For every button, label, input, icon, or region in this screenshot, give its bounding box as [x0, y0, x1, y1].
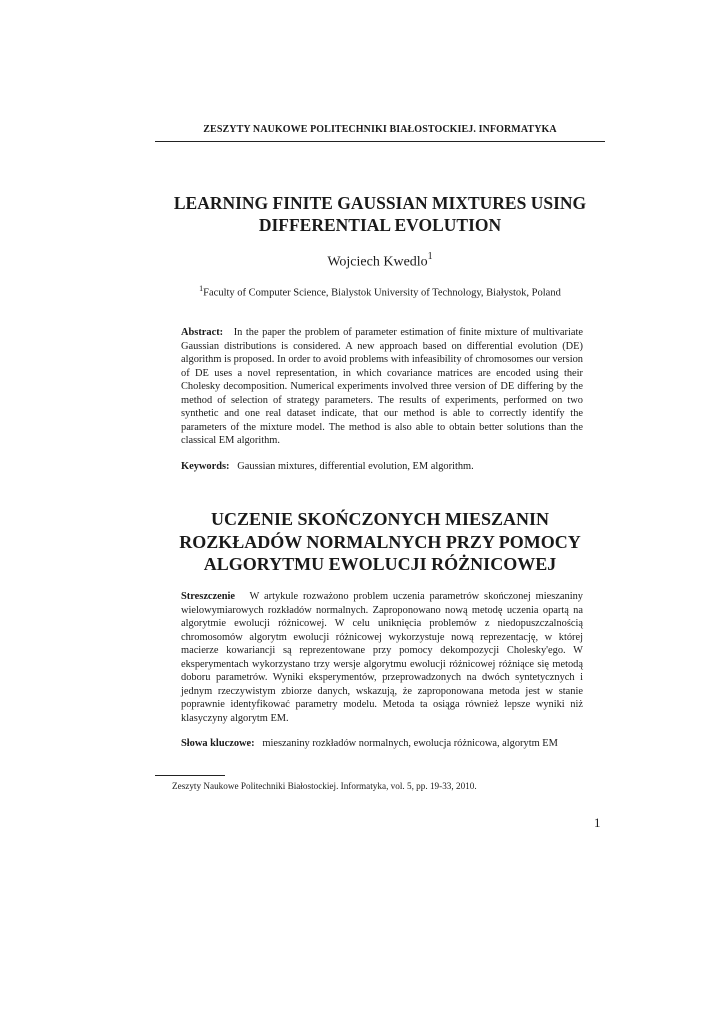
- journal-header: ZESZYTY NAUKOWE POLITECHNIKI BIAŁOSTOCKIEJ. INFORMATYKA: [203, 124, 557, 135]
- paper-title-en: [120, 192, 640, 236]
- streszczenie-label: Streszczenie: [181, 591, 236, 602]
- title-pl-line-2: ROZKŁADÓW NORMALNYCH PRZY POMOCY: [179, 531, 581, 552]
- paper-title-pl: [120, 508, 640, 576]
- slowa-text: mieszaniny rozkładów normalnych, ewolucja różnicowa, algorytm EM: [262, 738, 558, 749]
- slowa-kluczowe: [181, 738, 601, 749]
- keywords-text: Gaussian mixtures, differential evolution, EM algorithm.: [237, 461, 474, 472]
- header-rule: [155, 141, 605, 142]
- abstract-text: In the paper the problem of parameter estimation of finite mixture of multivariate Gaussian distributions is considered. A new approach based on differential evolution (DE) algorithm is proposed. In order to avoid problems with infeasibility of chromosomes our version of DE uses a novel representation, in which covariance matrices are encoded using their Cholesky decomposition. Numerical experiments involved three version of DE differing by the method of selection of strategy parameters. The results of experiments, performed on two synthetic and one real dataset indicate, that our method is able to correctly identify the parameters of the mixture model. The method is also able to obtain better solutions than the classical EM algorithm.: [181, 327, 583, 446]
- abstract: [181, 326, 583, 448]
- keywords-label: Keywords:: [181, 461, 230, 472]
- title-pl-line-3: ALGORYTMU EWOLUCJI RÓŻNICOWEJ: [203, 554, 557, 574]
- author-name: Wojciech Kwedlo: [327, 254, 428, 270]
- title-en-line-1: LEARNING FINITE GAUSSIAN MIXTURES USING: [173, 193, 587, 213]
- slowa-label: Słowa kluczowe:: [181, 738, 255, 749]
- streszczenie: [181, 590, 583, 725]
- keywords: [181, 461, 601, 472]
- footnote-rule: [155, 775, 225, 776]
- affiliation-mark: 1: [199, 284, 204, 293]
- streszczenie-text: W artykule rozważono problem uczenia parametrów skończonej mieszaniny wielowymiarowych rozkładów normalnych. Zaproponowano nową metodę uczenia opartą na algorytmie ewolucji różnicowej. W celu uniknięcia problemów z niedopuszczalnością chromosomów algorytm ewolucji różnicowej wykorzystuje nową reprezentację, w której macierze kowariancji są reprezentowane przy pomocy dekompozycji Cholesky'ego. W eksperymentach wykorzystano trzy wersje algorytmu ewolucji różnicowej różniące się metodą doboru parametrów. Wyniki eksperymentów, przeprowadzonych na dwóch syntetycznych i jednym rzeczywistym zbiorze danych, wskazują, że zaproponowana metoda jest w stanie poprawnie identyfikować parametry modelu. Metoda ta osiąga również lepsze wyniki niż klasyczyny algorytm EM.: [181, 591, 583, 724]
- page-number: 1: [594, 815, 601, 830]
- author: [120, 252, 640, 271]
- title-en-line-2: DIFFERENTIAL EVOLUTION: [258, 215, 502, 235]
- title-pl-line-1: UCZENIE SKOŃCZONYCH MIESZANIN: [210, 509, 550, 529]
- author-mark: 1: [427, 251, 433, 262]
- abstract-label: Abstract:: [181, 327, 224, 338]
- affiliation: [140, 284, 620, 299]
- affiliation-text: Faculty of Computer Science, Bialystok University of Technology, Białystok, Poland: [203, 287, 561, 299]
- footnote: Zeszyty Naukowe Politechniki Białostockiej. Informatyka, vol. 5, pp. 19-33, 2010.: [172, 781, 477, 791]
